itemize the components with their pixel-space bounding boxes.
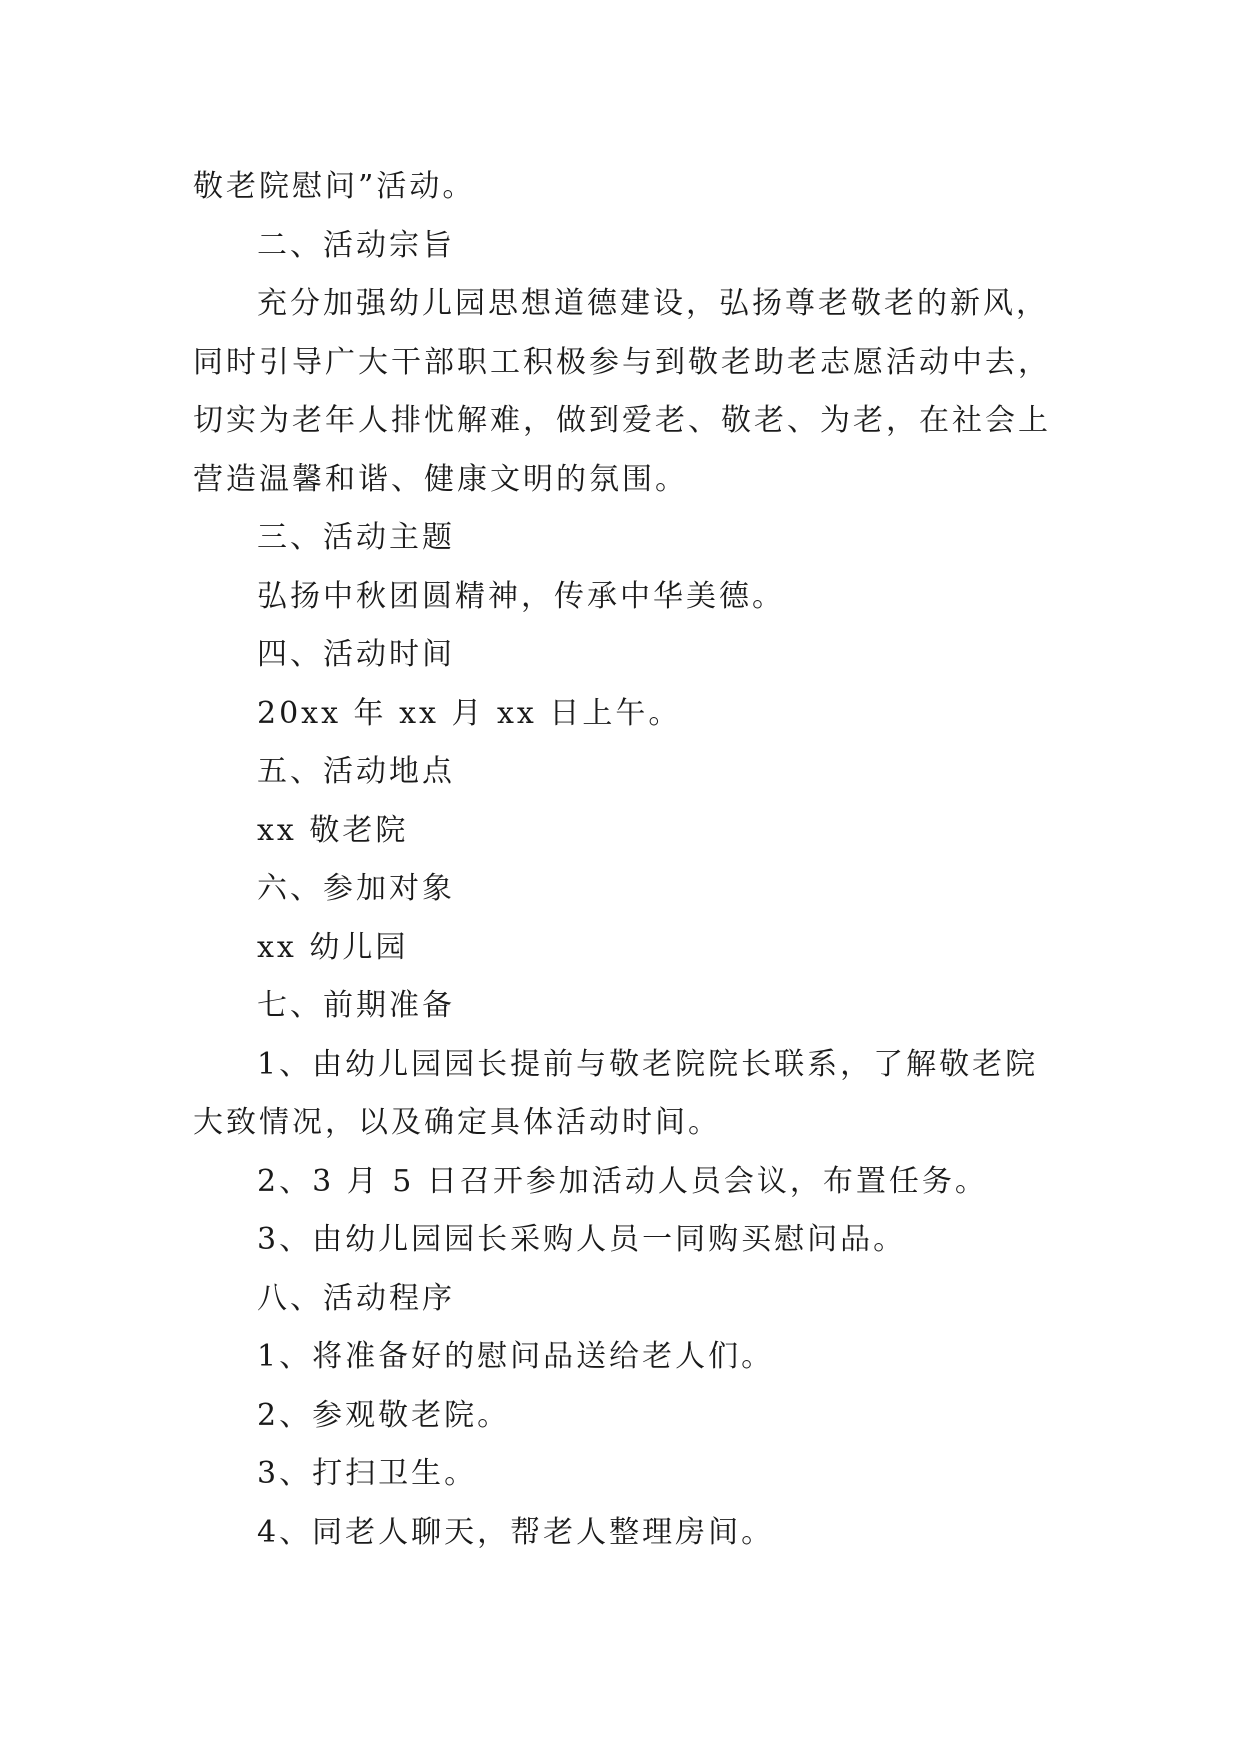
body-text-line: 充分加强幼儿园思想道德建设，弘扬尊老敬老的新风， (257, 286, 1049, 321)
section-heading-preparation: 七、前期准备 (257, 988, 455, 1023)
body-text-line: xx 幼儿园 (257, 929, 409, 965)
body-text-line: 弘扬中秋团圆精神，传承中华美德。 (257, 578, 785, 614)
document-body (193, 158, 1073, 1562)
body-text-line: 20xx 年 xx 月 xx 日上午。 (257, 695, 682, 731)
section-heading-procedure: 八、活动程序 (257, 1280, 455, 1316)
list-item: 2、参观敬老院。 (257, 1397, 511, 1433)
list-item: 4、同老人聊天，帮老人整理房间。 (257, 1514, 775, 1550)
list-item: 2、3 月 5 日召开参加活动人员会议，布置任务。 (257, 1163, 988, 1199)
body-text-line: 同时引导广大干部职工积极参与到敬老助老志愿活动中去， (193, 344, 1051, 380)
section-heading-theme: 三、活动主题 (257, 520, 455, 555)
list-item: 3、打扫卫生。 (257, 1456, 478, 1491)
body-text-line: 敬老院慰问”活动。 (193, 169, 476, 204)
list-item: 1、将准备好的慰问品送给老人们。 (257, 1339, 775, 1374)
section-heading-location: 五、活动地点 (257, 754, 455, 789)
body-text-line: 切实为老年人排忧解难，做到爱老、敬老、为老，在社会上 (193, 403, 1051, 438)
section-heading-participants: 六、参加对象 (257, 871, 455, 906)
section-heading-purpose: 二、活动宗旨 (257, 227, 455, 263)
list-item: 1、由幼儿园园长提前与敬老院院长联系，了解敬老院 (257, 1046, 1039, 1082)
body-text-line: 大致情况，以及确定具体活动时间。 (193, 1105, 721, 1140)
body-text-line: 营造温馨和谐、健康文明的氛围。 (193, 461, 688, 497)
list-item: 3、由幼儿园园长采购人员一同购买慰问品。 (257, 1222, 907, 1257)
section-heading-time: 四、活动时间 (257, 637, 455, 672)
body-text-line: xx 敬老院 (257, 812, 409, 848)
